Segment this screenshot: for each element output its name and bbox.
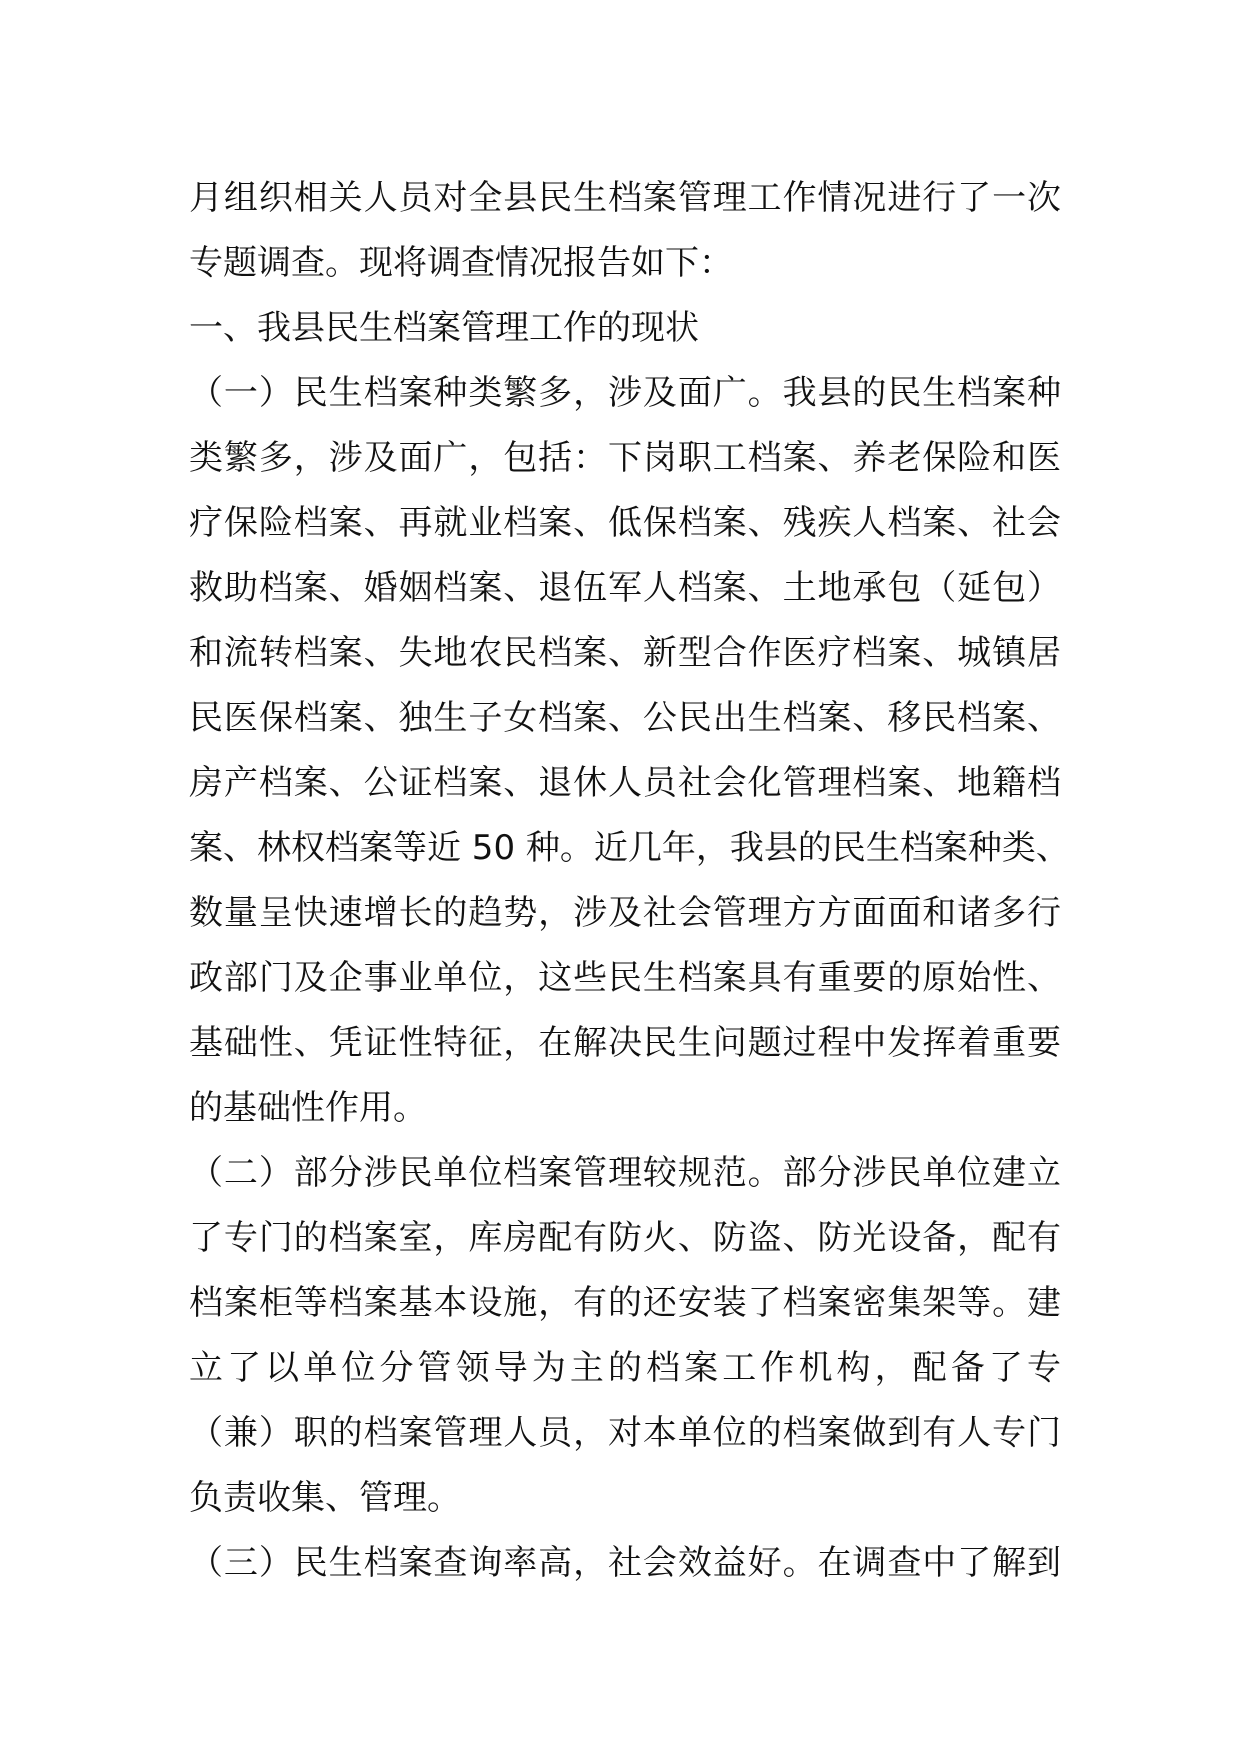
subsection-heading-line: （三）民生档案查询率高，社会效益好。在调查中了解到 [189,1543,1061,1583]
text-line: 政部门及企事业单位，这些民生档案具有重要的原始性、 [189,958,1061,998]
text-line: 的基础性作用。 [189,1088,427,1128]
text-line: 民医保档案、独生子女档案、公民出生档案、移民档案、 [189,698,1061,738]
text-line: 负责收集、管理。 [189,1478,461,1518]
section-heading: 一、我县民生档案管理工作的现状 [189,308,699,348]
body-text [189,166,1070,1596]
text-line: 疗保险档案、再就业档案、低保档案、残疾人档案、社会 [189,503,1061,543]
text-line: （兼）职的档案管理人员，对本单位的档案做到有人专门 [189,1413,1061,1453]
text-line: 房产档案、公证档案、退休人员社会化管理档案、地籍档 [189,763,1061,803]
text-line: 救助档案、婚姻档案、退伍军人档案、土地承包（延包） [189,568,1061,608]
subsection-heading-line: （一）民生档案种类繁多，涉及面广。我县的民生档案种 [189,373,1061,413]
text-line: 专题调查。现将调查情况报告如下： [189,243,733,283]
text-line: 和流转档案、失地农民档案、新型合作医疗档案、城镇居 [189,633,1061,673]
text-line: 了专门的档案室，库房配有防火、防盗、防光设备，配有 [189,1218,1061,1258]
subsection-heading-line: （二）部分涉民单位档案管理较规范。部分涉民单位建立 [189,1153,1061,1193]
text-line: 档案柜等档案基本设施，有的还安装了档案密集架等。建 [189,1283,1061,1323]
text-line: 月组织相关人员对全县民生档案管理工作情况进行了一次 [189,178,1061,218]
text-line: 类繁多，涉及面广，包括：下岗职工档案、养老保险和医 [189,438,1061,478]
text-line: 基础性、凭证性特征，在解决民生问题过程中发挥着重要 [189,1023,1061,1063]
text-line: 立了以单位分管领导为主的档案工作机构，配备了专 [189,1348,1061,1388]
text-line: 数量呈快速增长的趋势，涉及社会管理方方面面和诸多行 [189,893,1061,933]
text-line: 案、林权档案等近 50 种。近几年，我县的民生档案种类、 [189,828,1070,868]
